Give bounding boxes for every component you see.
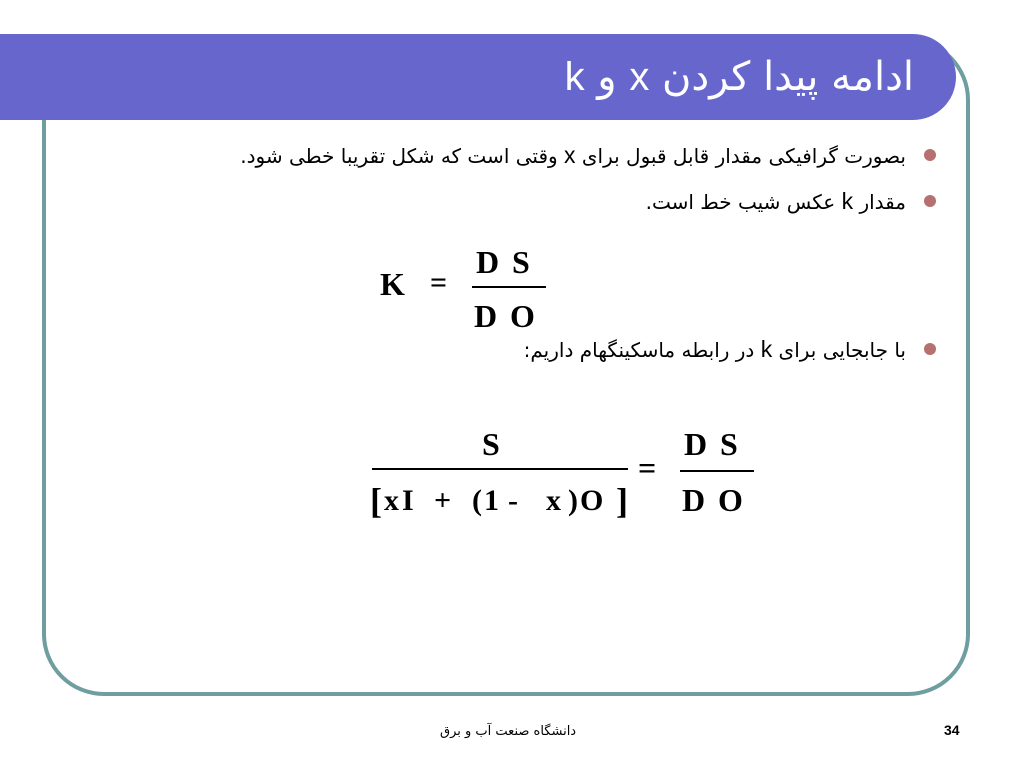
eq2-rhs-fraction-line <box>680 470 754 472</box>
eq2-numerator: S <box>482 426 500 462</box>
bullet-item: بصورت گرافیکی مقدار قابل قبول برای x وقتی است که شکل تقریبا خطی شود. <box>240 140 936 171</box>
eq1-den-var: O <box>510 298 535 334</box>
eq1-num-var: S <box>512 244 530 280</box>
slide-title: ادامه پیدا کردن x و k <box>564 54 914 100</box>
eq1-den-delta: D <box>474 298 498 334</box>
eq1-equals: = <box>430 266 448 299</box>
eq1-num-delta: D <box>476 244 500 280</box>
title-var-x: x <box>629 55 650 99</box>
page-number: 34 <box>944 722 960 738</box>
footer-university: دانشگاه صنعت آب و برق <box>440 724 577 739</box>
bullet-dot-icon <box>924 343 936 355</box>
bullet-item: با جابجایی برای k در رابطه ماسکینگهام داریم: <box>524 334 936 365</box>
eq2-den-open: [ <box>370 481 382 521</box>
bullet-item: مقدار k عکس شیب خط است. <box>646 186 936 217</box>
eq2-den-close: ] <box>616 481 628 521</box>
bullet-dot-icon <box>924 149 936 161</box>
title-var-k: k <box>564 55 585 99</box>
slide-frame <box>42 38 970 696</box>
eq2-fraction-line <box>372 468 628 470</box>
eq2-equals: = <box>638 450 657 486</box>
eq1-fraction-line <box>472 286 546 288</box>
bullet-dot-icon <box>924 195 936 207</box>
eq1-lhs: K <box>380 266 405 302</box>
